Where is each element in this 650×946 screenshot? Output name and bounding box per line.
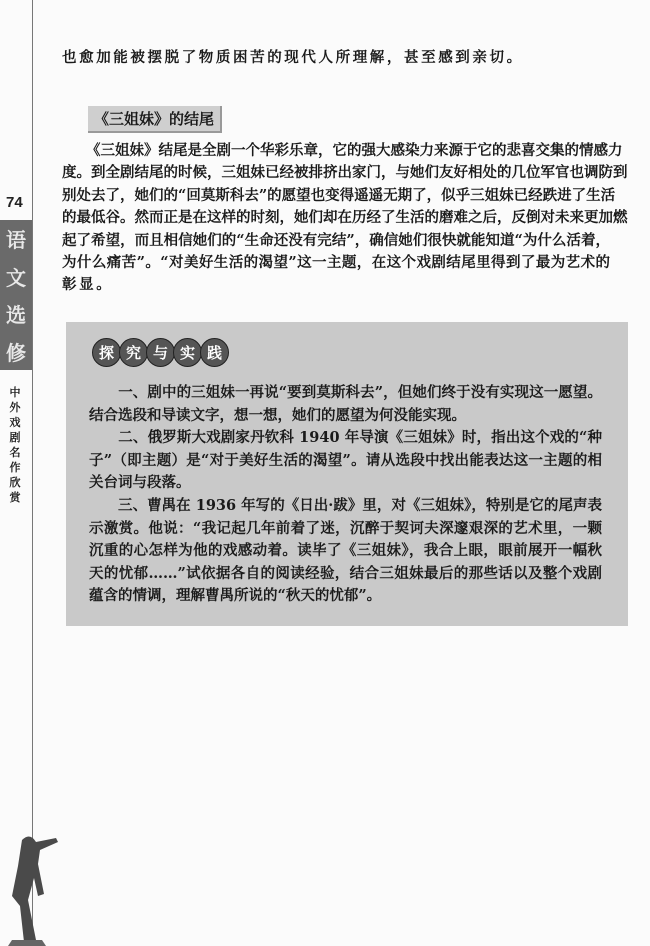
question-line: 关台词与段落。 <box>89 474 191 492</box>
practice-title-char: 实 <box>173 338 202 367</box>
side-title-char: 语 <box>6 228 26 253</box>
section-heading: 《三姐妹》的结尾 <box>88 106 222 133</box>
question-line: 示激赏。他说：“我记起几年前着了迷，沉醉于契诃夫深邃艰深的艺术里，一颗 <box>89 519 602 537</box>
paragraph-line: 度。到全剧结尾的时候，三姐妹已经被排挤出家门，与她们友好相处的几位军官也调防到 <box>62 164 628 182</box>
question-line: 天的忧郁……”试依据各自的阅读经验，结合三姐妹最后的那些话以及整个戏剧 <box>89 564 602 582</box>
question-line: 子”（即主题）是“对于美好生活的渴望”。请从选段中找出能表达这一主题的相 <box>89 451 602 469</box>
paragraph-line: 的最低谷。然而正是在这样的时刻，她们却在历经了生活的磨难之后，反倒对未来更加燃 <box>62 209 628 227</box>
side-title-char: 选 <box>6 303 26 328</box>
paragraph-line: 彰显。 <box>62 276 114 294</box>
question-line: 结合选段和导读文字，想一想，她们的愿望为何没能实现。 <box>89 406 466 424</box>
paragraph-line: 为什么痛苦”。“对美好生活的渴望”这一主题，在这个戏剧结尾里得到了最为艺术的 <box>62 254 610 271</box>
question-line: 蕴含的情调，理解曹禺所说的“秋天的忧郁”。 <box>89 587 382 605</box>
intro-line: 也愈加能被摆脱了物质困苦的现代人所理解，甚至感到亲切。 <box>62 49 524 66</box>
practice-title-char: 与 <box>146 338 175 367</box>
side-title-char: 文 <box>6 265 26 290</box>
question-line: 一、剧中的三姐妹一再说“要到莫斯科去”，但她们终于没有实现这一愿望。 <box>89 384 602 401</box>
side-subtitle: 中外戏剧名作欣赏 <box>9 386 21 504</box>
paragraph-line: 起了希望，而且相信她们的“生命还没有完结”，确信她们很快就能知道“为什么活着， <box>62 231 610 249</box>
paragraph-line: 《三姐妹》结尾是全剧一个华彩乐章，它的强大感染力来源于它的悲喜交集的情感力 <box>86 142 623 159</box>
practice-title <box>92 338 227 367</box>
margin-rule <box>32 0 33 946</box>
warrior-figure-illustration <box>2 830 62 946</box>
practice-title-char: 探 <box>92 338 121 367</box>
page-number: 74 <box>6 194 23 211</box>
side-title-char: 修 <box>6 340 26 365</box>
side-title-block <box>0 220 32 370</box>
question-line: 三、曹禺在 1936 年写的《日出·跋》里，对《三姐妹》，特别是它的尾声表 <box>89 497 602 514</box>
question-line: 二、俄罗斯大戏剧家丹钦科 1940 年导演《三姐妹》时，指出这个戏的“种 <box>89 429 602 447</box>
question-line: 沉重的心怎样为他的戏感动着。读毕了《三姐妹》，我合上眼，眼前展开一幅秋 <box>89 542 602 560</box>
practice-title-char: 践 <box>200 338 229 367</box>
paragraph-line: 别处去了，她们的“回莫斯科去”的愿望也变得遥遥无期了，似乎三姐妹已经跌进了生活 <box>62 186 616 204</box>
practice-title-char: 究 <box>119 338 148 367</box>
